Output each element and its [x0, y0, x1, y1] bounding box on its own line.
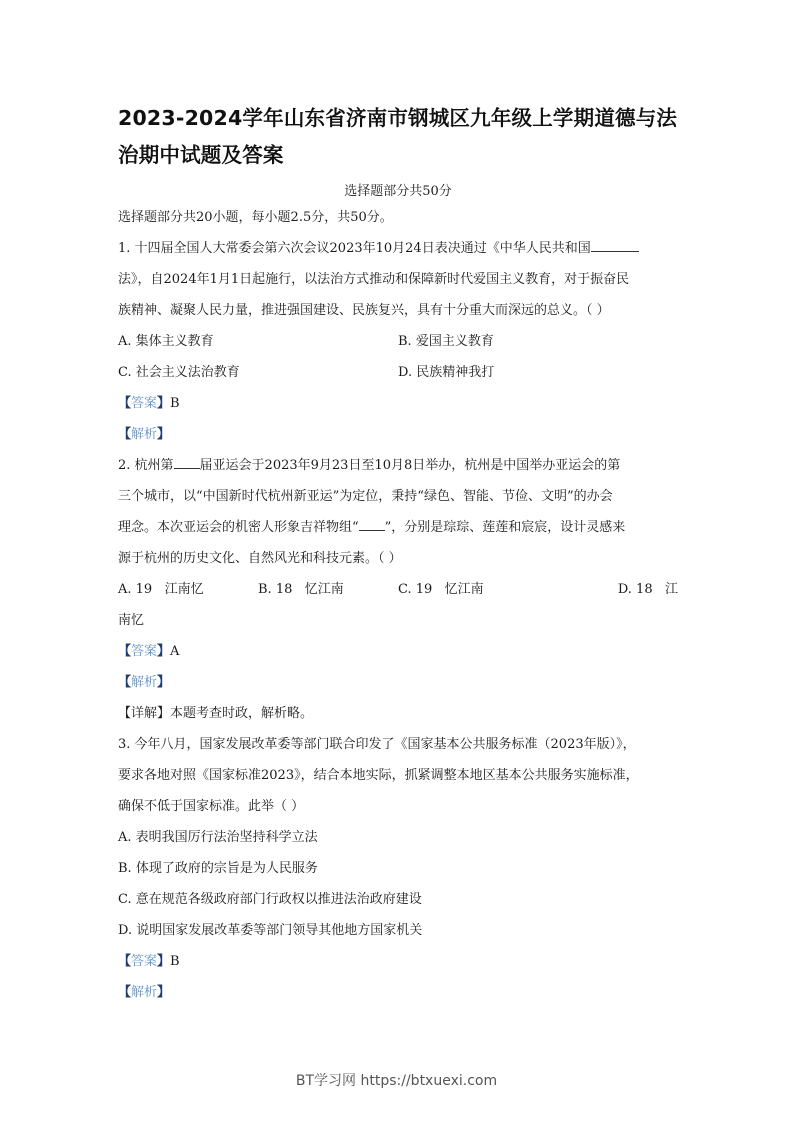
section-intro: 选择题部分共20小题，每小题2.5分，共50分。	[118, 210, 393, 225]
option-b: B. 18 忆江南	[258, 582, 344, 597]
answer-line: 【答案】A	[118, 644, 180, 659]
question-3-line-1: 3. 今年八月，国家发展改革委等部门联合印发了《国家基本公共服务标准（2023年版）》，	[118, 737, 636, 752]
analysis-label: 【解析】	[118, 675, 171, 690]
question-3-line-2: 要求各地对照《国家标准2023》，结合本地实际，抓紧调整本地区基本公共服务实施标准，	[118, 768, 639, 783]
footer-watermark: BT学习网 https://btxuexi.com	[295, 1073, 498, 1089]
title-line-2: 治期中试题及答案	[118, 143, 284, 167]
question-3-line-3: 确保不低于国家标准。此举（ ）	[118, 799, 305, 814]
detail-text: 本题考查时政，解析略。	[170, 706, 314, 721]
detail-line	[118, 698, 678, 729]
question-3	[118, 729, 678, 1008]
question-2	[118, 450, 678, 729]
question-1-line-3: 族精神、凝聚人民力量，推进强国建设、民族复兴，具有十分重大而深远的总义。（ ）	[118, 303, 610, 318]
analysis-label: 【解析】	[118, 985, 171, 1000]
option-d: D. 说明国家发展改革委等部门领导其他地方国家机关	[118, 923, 423, 938]
detail-label: 【详解】	[118, 706, 171, 721]
option-a: A. 19 江南忆	[118, 582, 204, 597]
answer-line: 【答案】B	[118, 396, 180, 411]
question-2-line-2: 三个城市，以“中国新时代杭州新亚运”为定位，秉持“绿色、智能、节俭、文明”的办会	[118, 489, 613, 504]
answer-value: B	[170, 954, 180, 969]
question-2-options	[118, 574, 678, 605]
analysis-label: 【解析】	[118, 427, 171, 442]
fill-blank	[591, 239, 639, 252]
document-title	[118, 100, 678, 174]
option-a: A. 集体主义教育	[118, 334, 214, 349]
question-1	[118, 233, 678, 450]
question-1-options-row-1	[118, 326, 678, 357]
option-c: C. 社会主义法治教育	[118, 365, 240, 380]
fill-blank	[174, 456, 200, 469]
question-2-line-3: 理念。本次亚运会的机密人形象吉祥物组“ ”，分别是琮琮、莲莲和宸宸，设计灵感来	[118, 520, 626, 535]
document-page	[118, 100, 678, 1008]
option-a: A. 表明我国厉行法治坚持科学立法	[118, 830, 318, 845]
option-c: C. 19 忆江南	[398, 582, 484, 597]
title-line-1: 2023-2024学年山东省济南市钢城区九年级上学期道德与法	[118, 106, 678, 130]
option-b: B. 体现了政府的宗旨是为人民服务	[118, 861, 318, 876]
question-2-line-1: 2. 杭州第 届亚运会于2023年9月23日至10月8日举办，杭州是中国举办亚运会的第	[118, 458, 621, 473]
question-1-options-row-2	[118, 357, 678, 388]
option-b: B. 爱国主义教育	[398, 334, 494, 349]
question-1-line-1: 1. 十四届全国人大常委会第六次会议2023年10月24日表决通过《中华人民共和国	[118, 233, 678, 264]
option-d-wrap: 南忆	[118, 613, 145, 628]
option-d: D. 18 江	[617, 582, 678, 597]
question-1-line-2: 法》，自2024年1月1日起施行，以法治方式推动和保障新时代爱国主义教育，对于振奋民	[118, 272, 630, 287]
answer-value: A	[170, 644, 180, 659]
option-c: C. 意在规范各级政府部门行政权以推进法治政府建设	[118, 892, 422, 907]
answer-value: B	[170, 396, 180, 411]
option-d: D. 民族精神我打	[398, 365, 495, 380]
fill-blank	[359, 518, 385, 531]
answer-line: 【答案】B	[118, 954, 180, 969]
question-2-line-4: 源于杭州的历史文化、自然风光和科技元素。（ ）	[118, 551, 402, 566]
section-heading: 选择题部分共50分	[344, 184, 452, 199]
